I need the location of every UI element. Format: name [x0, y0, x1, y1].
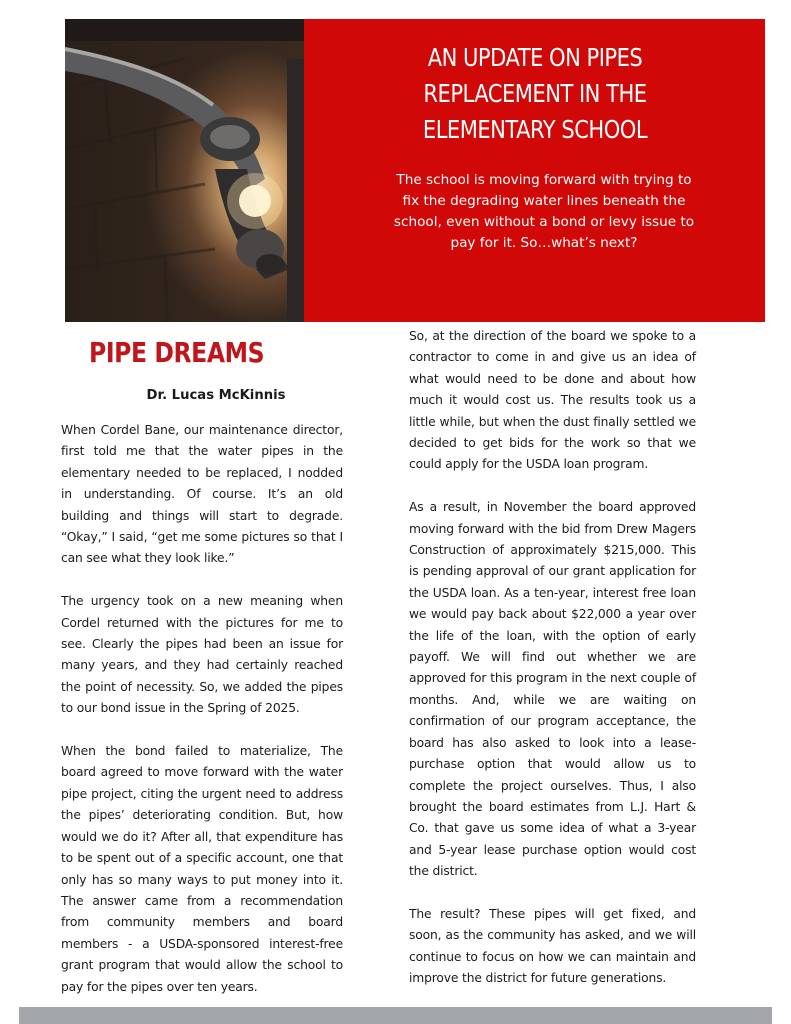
footer-bar — [19, 1007, 772, 1024]
corroded-pipe-image — [65, 19, 304, 322]
paragraph: So, at the direction of the board we spoke to a contractor to come in and give us an idea of what would need to be done and about how much it would cost us. The results took us a little while, but when the dust finally settled we decided to get bids for the work so that we could apply for the USDA loan program. — [409, 329, 696, 472]
paragraph: The urgency took on a new meaning when Cordel returned with the pictures for me to see. Clearly the pipes had been an issue for many years, and they had certainly reached the point of necessity. So, we added the pipes to our bond issue in the Spring of 2025. — [61, 594, 343, 716]
pipes-photo — [65, 19, 304, 322]
header-subtitle: The school is moving forward with trying to fix the degrading water lines beneath the school, even without a bond or levy issue to pay for it. So…what’s next? — [393, 172, 695, 251]
paragraph: When Cordel Bane, our maintenance director, first told me that the water pipes in the elementary needed to be replaced, I nodded in understanding. Of course. It’s an old building and things will start to degrade. “Okay,” I said, “get me some pictures so that I can see what they look like.” — [61, 423, 343, 566]
article-column-right — [409, 326, 696, 1011]
paragraph: The result? These pipes will get fixed, and soon, as the community has asked, and we will continue to focus on how we can maintain and improve the district for future generations. — [409, 906, 696, 986]
headline: AN UPDATE ON PIPES REPLACEMENT IN THE ELEMENTARY SCHOOL — [422, 43, 647, 144]
article-column-left — [61, 420, 343, 1019]
paragraph: As a result, in November the board approved moving forward with the bid from Drew Magers Construction of approximately $215,000. This is pending approval of our grant application for the USDA loan. As a ten-year, interest free loan we would pay back about $22,000 a year over the life of the loan, with the option of early payoff. We will find out whether we are approved for this program in the next couple of months. And, while we are waiting on confirmation of our program acceptance, the board has also asked to look into a lease-purchase option that would allow us to complete the project ourselves. Thus, I also brought the board estimates from L.J. Hart & Co. that gave us some idea of what a 3-year and 5-year lease purchase option would cost the district. — [409, 500, 696, 879]
header-panel — [304, 19, 765, 322]
byline: Dr. Lucas McKinnis — [146, 388, 286, 403]
paragraph: When the bond failed to materialize, The board agreed to move forward with the water pipe project, citing the urgent need to address the pipes’ deteriorating condition. But, how would we do it? After all, that expenditure has to be spent out of a specific account, one that only has so many ways to put money into it. The answer came from a recommendation from community members and board members - a USDA-sponsored interest-free grant program that would allow the school to pay for the pipes over ten years. — [61, 744, 343, 994]
article-title: PIPE DREAMS — [89, 336, 265, 369]
